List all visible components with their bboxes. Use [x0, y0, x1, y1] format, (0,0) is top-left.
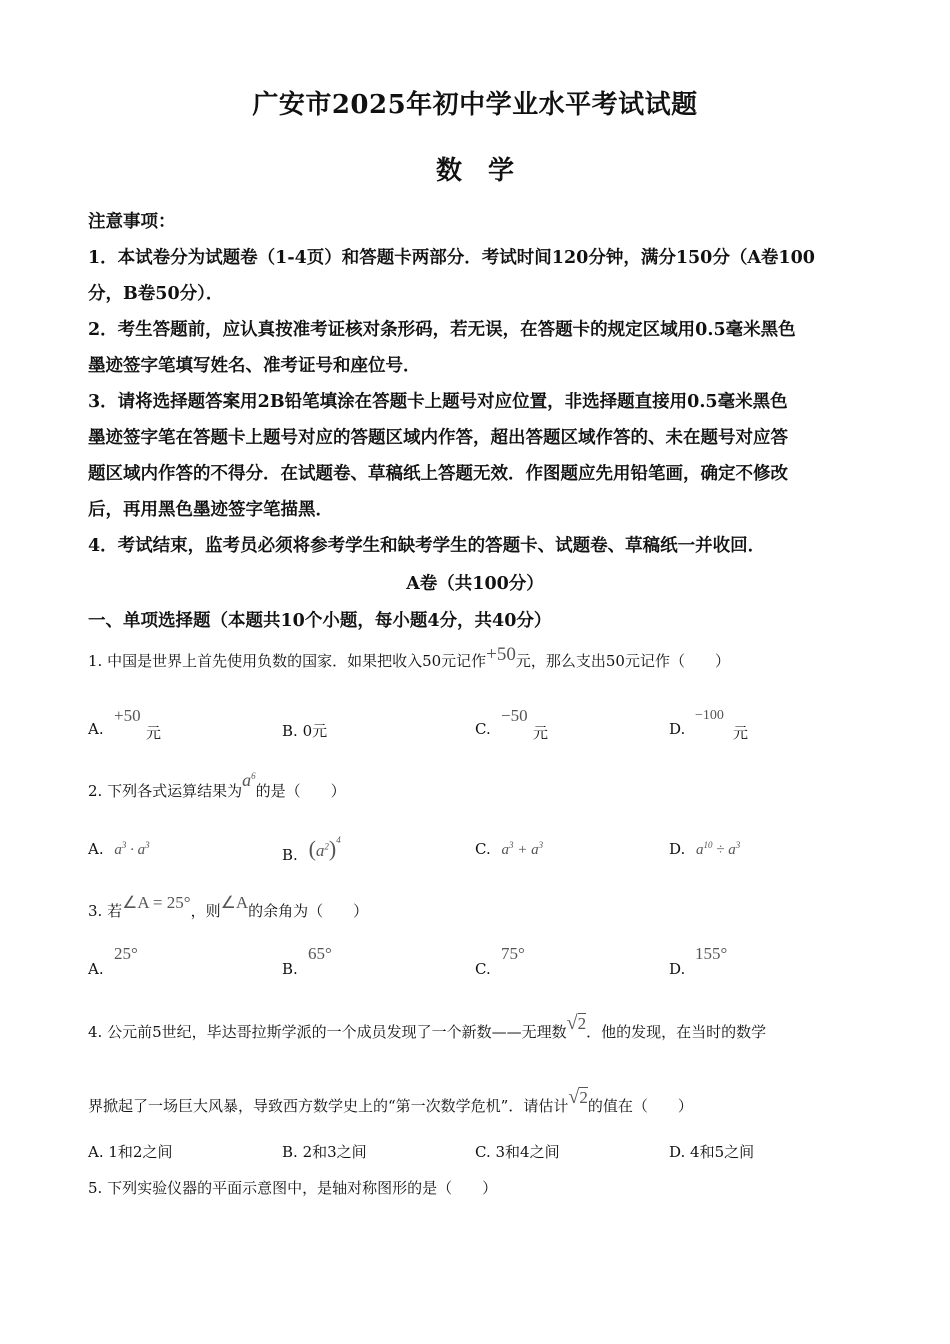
- q1-option-d-math: −100: [695, 708, 724, 723]
- q1-option-b-label: B.: [282, 722, 298, 740]
- subject-title: 数学: [435, 156, 540, 186]
- sqrt-2-symbol: √2: [568, 1086, 588, 1108]
- q4-option-a-label: A.: [88, 1143, 104, 1161]
- q2-option-b-label: B.: [282, 846, 298, 864]
- q3-option-d-label: D.: [669, 960, 686, 978]
- q4-option-b-text: 2和3之间: [302, 1143, 367, 1161]
- notice-item-4-line-1: 4．考试结束，监考员必须将参考学生和缺考学生的答题卡、试题卷、草稿纸一并收回．: [88, 536, 766, 556]
- q2-option-b-math: $(a^2)^4$: [308, 835, 341, 861]
- q4-option-d[interactable]: [669, 1141, 754, 1162]
- q2-option-d-label: D.: [669, 840, 686, 858]
- q3-stem-math-2: ∠A: [220, 893, 249, 912]
- q4-line-1-text-a: 4. 公元前5世纪，毕达哥拉斯学派的一个成员发现了一个新数——无理数: [88, 1023, 567, 1041]
- q1-option-c-unit: 元: [533, 724, 549, 742]
- q3-option-b[interactable]: [282, 944, 332, 978]
- q1-option-a[interactable]: [88, 706, 162, 742]
- q2-stem-text-a: 2. 下列各式运算结果为: [88, 782, 243, 800]
- q3-option-b-math: 65°: [308, 944, 332, 963]
- q3-stem-text-c: 的余角为（ ）: [248, 902, 369, 920]
- q1-option-a-math: +50: [114, 706, 141, 725]
- q1-option-b[interactable]: [282, 720, 327, 741]
- question-4-line-1: [88, 1012, 767, 1043]
- notice-heading: 注意事项：: [88, 212, 176, 232]
- q3-option-a[interactable]: [88, 944, 138, 978]
- q4-option-d-text: 4和5之间: [690, 1143, 755, 1161]
- q3-option-b-label: B.: [282, 960, 298, 978]
- question-4-line-2: [88, 1086, 693, 1117]
- q4-line-2-text-b: 的值在（ ）: [587, 1097, 693, 1115]
- q2-option-c[interactable]: [475, 840, 543, 859]
- q3-option-d-math: 155°: [695, 944, 728, 963]
- q2-option-a-label: A.: [88, 840, 104, 858]
- q2-stem-text-b: 的是（ ）: [255, 782, 346, 800]
- q4-line-2-text-a: 界掀起了一场巨大风暴，导致西方数学史上的“第一次数学危机”．请估计: [88, 1097, 569, 1115]
- q3-option-c-label: C.: [475, 960, 491, 978]
- q1-option-a-unit: 元: [146, 724, 162, 742]
- notice-item-3-line-4: 后，再用黑色墨迹签字笔描黑．: [88, 500, 333, 520]
- q1-option-c-math: −50: [501, 706, 528, 725]
- q4-option-a-text: 1和2之间: [108, 1143, 173, 1161]
- q3-stem-math-1: ∠A = 25°: [122, 893, 191, 912]
- exam-title: 广安市2025年初中学业水平考试试题: [252, 90, 698, 120]
- q3-option-c-math: 75°: [501, 944, 525, 963]
- q4-option-b-label: B.: [282, 1143, 298, 1161]
- part-1-heading: 一、单项选择题（本题共10个小题，每小题4分，共40分）: [88, 611, 552, 631]
- q2-option-a[interactable]: [88, 840, 150, 859]
- q1-option-d-label: D.: [669, 720, 686, 738]
- q1-stem-text-b: 元，那么支出50元记作（ ）: [515, 652, 730, 670]
- notice-item-1-line-2: 分，B卷50分）．: [88, 284, 224, 304]
- q4-option-c-label: C.: [475, 1143, 491, 1161]
- q4-option-b[interactable]: [282, 1141, 367, 1162]
- q1-stem-text-a: 1. 中国是世界上首先使用负数的国家．如果把收入50元记作: [88, 652, 487, 670]
- q4-option-c[interactable]: [475, 1141, 560, 1162]
- question-2-stem: [88, 770, 346, 801]
- q1-stem-math: +50: [486, 644, 516, 665]
- q3-stem-text-b: ，则: [190, 902, 221, 920]
- q3-option-c[interactable]: [475, 944, 525, 978]
- q4-option-a[interactable]: [88, 1141, 172, 1162]
- q3-option-a-label: A.: [88, 960, 104, 978]
- q1-option-c-label: C.: [475, 720, 491, 738]
- notice-item-2-line-2: 墨迹签字笔填写姓名、准考证号和座位号．: [88, 356, 421, 376]
- notice-item-1-line-1: 1．本试卷分为试题卷（1-4页）和答题卡两部分．考试时间120分钟，满分150分（A卷100: [88, 248, 815, 268]
- question-1-stem: [88, 644, 730, 672]
- q4-line-1-text-b: ．他的发现，在当时的数学: [586, 1023, 767, 1041]
- q3-option-d[interactable]: [669, 944, 728, 978]
- q2-option-b[interactable]: [282, 835, 341, 866]
- q4-option-d-label: D.: [669, 1143, 686, 1161]
- q1-option-a-label: A.: [88, 720, 104, 738]
- q4-option-c-text: 3和4之间: [495, 1143, 560, 1161]
- sqrt-2-symbol: √2: [566, 1012, 587, 1034]
- section-a-heading: A卷（共100分）: [406, 574, 544, 594]
- q2-stem-math: $a^6$: [242, 770, 256, 790]
- q1-option-c[interactable]: [475, 706, 549, 742]
- notice-item-3-line-3: 题区域内作答的不得分．在试题卷、草稿纸上答题无效．作图题应先用铅笔画，确定不修改: [88, 464, 788, 484]
- q2-option-d-math: $a^{10} \div a^3$: [696, 840, 741, 858]
- q1-option-d-unit: 元: [733, 724, 749, 742]
- q1-option-d[interactable]: [669, 708, 749, 742]
- notice-item-3-line-1: 3．请将选择题答案用2B铅笔填涂在答题卡上题号对应位置，非选择题直接用0.5毫米黑色: [88, 392, 788, 412]
- q1-option-b-text: 0元: [302, 722, 328, 740]
- q3-stem-text-a: 3. 若: [88, 902, 123, 920]
- notice-item-3-line-2: 墨迹签字笔在答题卡上题号对应的答题区域内作答，超出答题区域作答的、未在题号对应答: [88, 428, 788, 448]
- question-3-stem: [88, 893, 369, 921]
- q2-option-c-label: C.: [475, 840, 491, 858]
- q2-option-a-math: $a^3 \cdot a^3$: [114, 840, 150, 858]
- notice-item-2-line-1: 2．考生答题前，应认真按准考证核对条形码，若无误，在答题卡的规定区域用0.5毫米黑色: [88, 320, 796, 340]
- q2-option-d[interactable]: [669, 840, 740, 859]
- question-5-stem: 5. 下列实验仪器的平面示意图中，是轴对称图形的是（ ）: [88, 1179, 498, 1197]
- q2-option-c-math: $a^3 + a^3$: [501, 840, 544, 858]
- q3-option-a-math: 25°: [114, 944, 138, 963]
